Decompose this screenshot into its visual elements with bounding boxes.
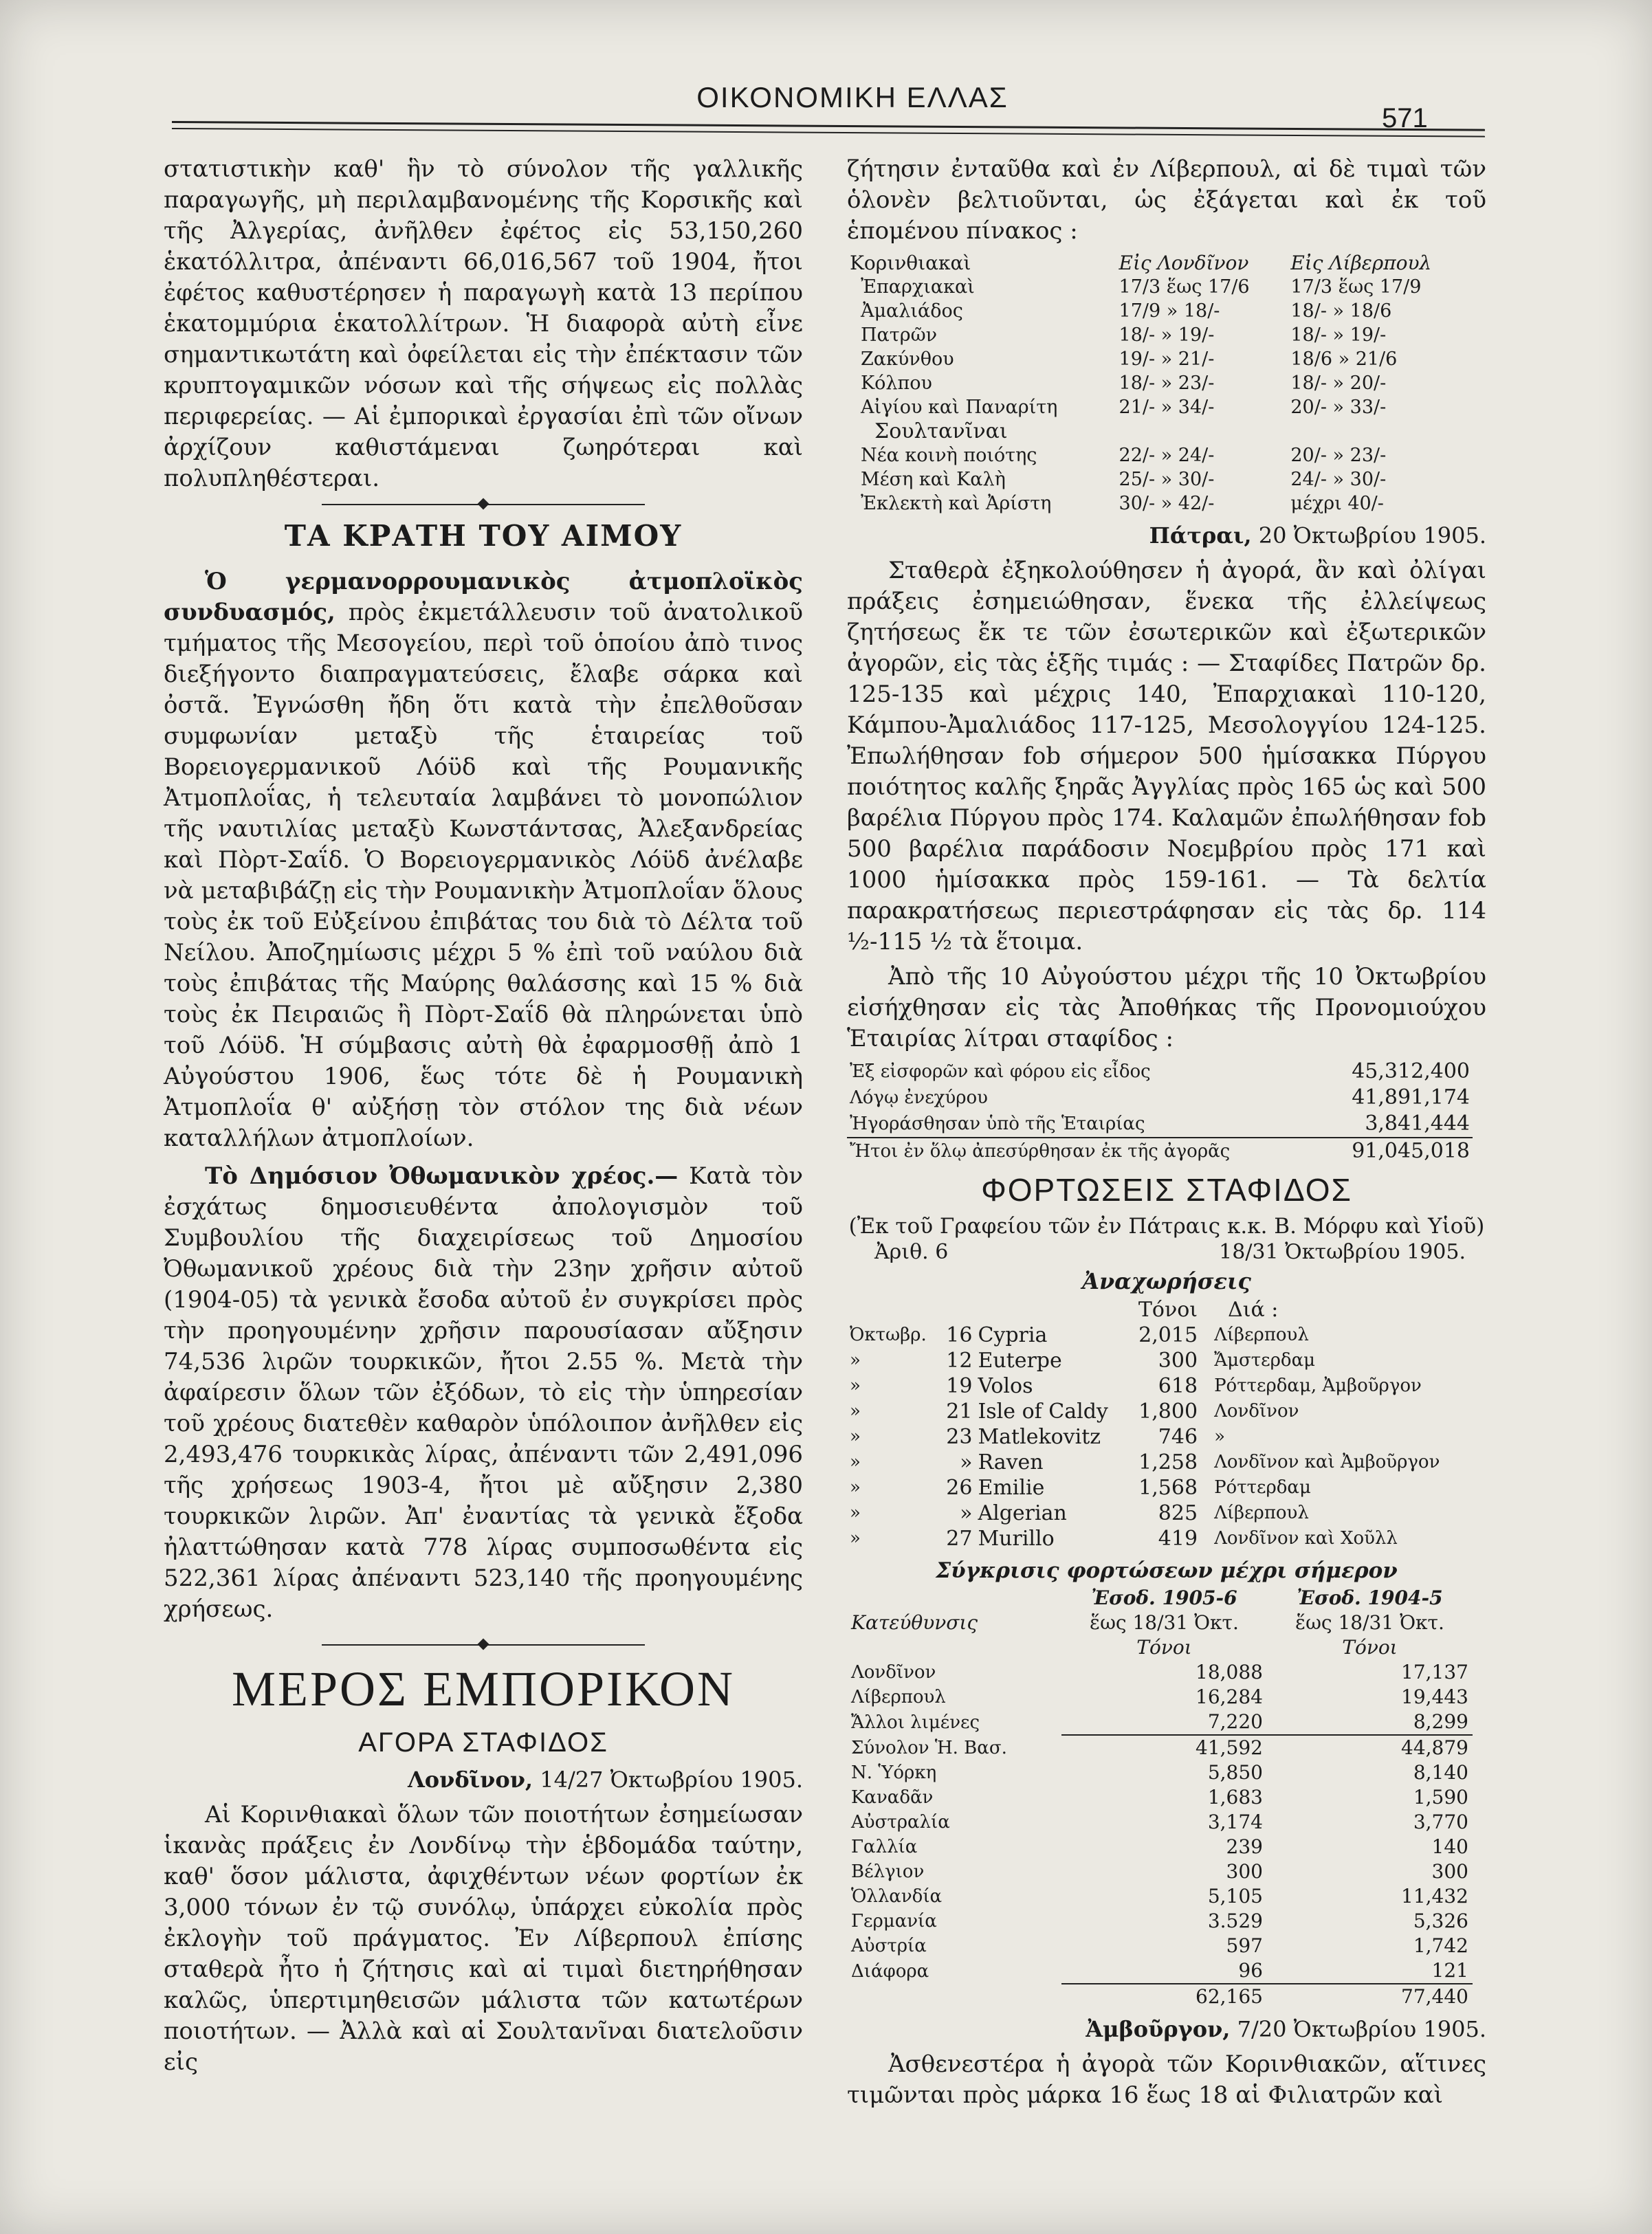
price-row <box>847 323 1473 347</box>
comparison-value-1904: 11,432 <box>1401 1885 1468 1907</box>
stock-row <box>847 1138 1473 1164</box>
departure-day: » <box>960 1450 973 1474</box>
comparison-label: Ὁλλανδία <box>851 1886 943 1907</box>
page-number: 571 <box>1382 103 1428 133</box>
comparison-row <box>847 1685 1473 1710</box>
stock-label: Ἤτοι ἐν ὅλῳ ἀπεσύρθησαν ἐκ τῆς ἀγορᾶς <box>847 1138 1321 1164</box>
comparison-value-1904: 19,443 <box>1401 1685 1468 1708</box>
ship-name: Raven <box>978 1450 1044 1474</box>
departure-row <box>847 1526 1473 1551</box>
departure-row <box>847 1424 1473 1450</box>
price-london: 18/- » 19/- <box>1119 324 1215 346</box>
price-row <box>847 347 1473 371</box>
price-row <box>847 275 1473 299</box>
departure-month: » <box>850 1375 861 1396</box>
ship-destination: » <box>1214 1426 1225 1447</box>
price-london: 21/- » 34/- <box>1119 397 1215 418</box>
price-label: Ἀμαλιάδος <box>861 300 963 322</box>
ship-tons: 1,568 <box>1138 1476 1198 1500</box>
price-london: 30/- » 42/- <box>1119 493 1215 514</box>
price-london: 25/- » 30/- <box>1119 469 1215 490</box>
price-london: 17/9 » 18/- <box>1119 300 1220 322</box>
price-liverpool: 18/- » 19/- <box>1290 324 1387 346</box>
comparison-row <box>847 1735 1473 1760</box>
departure-month: » <box>850 1503 861 1523</box>
price-liverpool: 20/- » 23/- <box>1290 445 1387 466</box>
departure-row <box>847 1450 1473 1475</box>
comparison-value-1905: 5,105 <box>1207 1885 1263 1907</box>
ship-name: Emilie <box>978 1476 1045 1500</box>
comparison-label: Λονδῖνον <box>851 1662 936 1683</box>
comparison-value-1904: 1,742 <box>1413 1934 1468 1957</box>
departure-month: Ὀκτωβρ. <box>850 1325 927 1345</box>
comparison-value-1905: 96 <box>1238 1959 1263 1982</box>
stock-label: Ἐξ εἰσφορῶν καὶ φόρου εἰς εἶδος <box>850 1061 1151 1082</box>
stock-value: 91,045,018 <box>1321 1138 1473 1164</box>
hamburg-dateline: Ἀμβοῦργον, 7/20 Ὀκτωβρίου 1905. <box>1086 2016 1486 2042</box>
price-liverpool: 24/- » 30/- <box>1290 469 1387 490</box>
comparison-value-1905: 41,592 <box>1061 1735 1267 1760</box>
comparison-value-1904: 121 <box>1431 1959 1468 1982</box>
ship-destination: Λονδῖνον <box>1214 1401 1299 1422</box>
section-title-balkans: ΤΑ ΚΡΑΤΗ ΤΟΥ ΑΙΜΟΥ <box>284 519 683 553</box>
comparison-label: Διάφορα <box>851 1960 929 1982</box>
departures-table <box>847 1297 1473 1551</box>
comparison-value-1904: 3,770 <box>1413 1811 1468 1833</box>
comparison-value-1905: 18,088 <box>1196 1661 1263 1683</box>
price-label: Νέα κοινὴ ποιότης <box>861 445 1037 466</box>
departure-row <box>847 1323 1473 1348</box>
price-label: Κόλπου <box>861 373 932 394</box>
comparison-label: Αὐστρία <box>851 1936 927 1956</box>
ship-name: Euterpe <box>978 1349 1062 1373</box>
comparison-label: Ν. Ὑόρκη <box>851 1762 937 1783</box>
stock-value: 41,891,174 <box>1352 1085 1470 1109</box>
ship-destination: Ρόττερδαμ, Ἀμβοῦργον <box>1214 1375 1422 1396</box>
comparison-value-1904: 44,879 <box>1267 1735 1473 1760</box>
ship-name: Isle of Caldy <box>978 1400 1108 1424</box>
departure-month: » <box>850 1528 861 1549</box>
price-row <box>847 395 1473 419</box>
ship-tons: 825 <box>1158 1501 1198 1525</box>
comparison-title: Σύγκρισις φορτώσεων μέχρι σήμερον <box>936 1558 1398 1583</box>
section-divider <box>164 494 803 515</box>
price-label: Πατρῶν <box>861 324 938 346</box>
ship-tons: 300 <box>1158 1349 1198 1373</box>
departure-day: 27 <box>946 1527 973 1551</box>
comparison-value-1904: 5,326 <box>1413 1910 1468 1932</box>
page-header-title: ΟΙΚΟΝΟΜΙΚΗ ΕΛΛΑΣ <box>696 81 1009 113</box>
price-row <box>847 299 1473 323</box>
patras-market-paragraph: Σταθερὰ ἐξηκολούθησεν ἡ ἀγορά, ἂν καὶ ὀλίγαι πράξεις ἐσημειώθησαν, ἕνεκα τῆς ἐλλείψεως ζητήσεως ἔκ τε τῶν ἐσωτερικῶν καὶ ἐξωτερικῶν ἀγορῶν, εἰς τὰς ἑξῆς τιμάς : — Σταφίδες Πατρῶν δρ. 125-135 καὶ μέχρις 140, Ἐπαρχιακαὶ 110-120, Κάμπου-Ἀμαλιάδος 117-125, Μεσολογγίου 124-125. Ἐπωλήθησαν fob σήμερον 500 ἡμίσακκα Πύργου ποιότητος καλῆς ξηρᾶς Ἀγγλίας πρὸς 165 ὡς καὶ 500 βαρέλια Πύργου πρὸς 174. Καλαμῶν ἐπωλήθησαν fob 500 βαρέλια παράδοσιν Νοεμβρίου πρὸς 171 καὶ 1000 ἡμίσακκα πρὸς 159-161. — Τὰ δελτία παρακρατήσεως περιεστράφησαν εἰς τὰς δρ. 114 ½-115 ½ τὰ ἕτοιμα. <box>847 557 1486 955</box>
left-column <box>164 154 803 2078</box>
departure-month: » <box>850 1426 861 1447</box>
comparison-row <box>847 1958 1473 1984</box>
ottoman-debt-text: Κατὰ τὸν ἐσχάτως δημοσιευθέντα ἀπολογισμὸν τοῦ Συμβουλίου τῆς διαχειρίσεως τοῦ Δημοσίου Ὀθωμανικοῦ χρέους διὰ τὴν 23ην χρῆσιν αὐτοῦ (1904-05) τὰ γενικὰ ἔσοδα αὐτοῦ ἐν συγκρίσει πρὸς τὴν προηγουμένην χρῆσιν παρουσίασαν αὔξησιν 74,536 λιρῶν τουρκικῶν, ἤτοι 2.55 %. Μετὰ τὴν ἀφαίρεσιν ὅλων τῶν ἐξόδων, τὸ εἰς τὴν ὑπηρεσίαν τοῦ χρέους διατεθὲν καθαρὸν ὑπόλοιπον ἀνῆλθεν εἰς 2,493,476 τουρκικὰς λίρας, ἀπέναντι τῶν 2,491,096 τῆς χρήσεως 1903-4, ἤτοι μὲ αὔξησιν 2,380 τουρκικῶν λιρῶν. Ἀπ' ἐναντίας τὰ γενικὰ ἔξοδα ἠλαττώθησαν κατὰ 778 λίρας συμποσωθέντα εἰς 522,361 λίρας ἀπέναντι 523,140 τῆς προηγουμένης χρήσεως. <box>164 1162 803 1623</box>
price-row <box>847 467 1473 491</box>
section-divider <box>164 1635 803 1655</box>
comparison-row <box>847 1660 1473 1685</box>
comparison-label: Αὐστραλία <box>851 1812 950 1833</box>
warehouse-intake-paragraph: Ἀπὸ τῆς 10 Αὐγούστου μέχρι τῆς 10 Ὀκτωβρίου εἰσήχθησαν εἰς τὰς Ἀποθήκας τῆς Προνομιούχου Ἑταιρίας λίτραι σταφίδος : <box>847 963 1486 1052</box>
price-label: Ἐπαρχιακαὶ <box>861 276 975 298</box>
comparison-value-1904: 17,137 <box>1401 1661 1468 1683</box>
ship-name: Cypria <box>978 1323 1048 1347</box>
comparison-value-1904: 8,299 <box>1413 1710 1468 1733</box>
stock-value: 3,841,444 <box>1365 1112 1470 1136</box>
ship-destination: Λονδῖνον καὶ Χοῦλλ <box>1214 1528 1398 1549</box>
ship-tons: 2,015 <box>1138 1323 1198 1347</box>
ship-destination: Λίβερπουλ <box>1214 1503 1309 1523</box>
departure-row <box>847 1373 1473 1399</box>
wine-production-paragraph: στατιστικὴν καθ' ἣν τὸ σύνολον τῆς γαλλικῆς παραγωγῆς, μὴ περιλαμβανομένης τῆς Κορσικῆς καὶ τῆς Ἀλγερίας, ἀνῆλθεν ἐφέτος εἰς 53,150,260 ἑκατόλλιτρα, ἀπέναντι 66,016,567 τοῦ 1904, ἤτοι ἐφέτος καθυστέρησεν ἡ παραγωγὴ κατὰ 13 περίπου ἑκατομμύρια ἑκατολλίτρων. Ἡ διαφορὰ αὐτὴ εἶνε σημαντικωτάτη καὶ ὀφείλεται εἰς τὴν ἐπέκτασιν τῶν κρυπτογαμικῶν νόσων καὶ τῆς σήψεως εἰς πολλὰς περιφερείας. — Αἱ ἐμπορικαὶ ἐργασίαι ἐπὶ τῶν οἴνων ἀρχίζουν καθιστάμεναι ζωηρότεραι καὶ πολυπληθέστεραι. <box>164 155 803 492</box>
comparison-value-1905: 1,683 <box>1207 1786 1263 1809</box>
price-liverpool: 18/6 » 21/6 <box>1290 349 1398 370</box>
ship-name: Murillo <box>978 1527 1055 1551</box>
shipping-combine-paragraph <box>164 566 803 1154</box>
london-market-paragraph: Αἱ Κορινθιακαὶ ὅλων τῶν ποιοτήτων ἐσημείωσαν ἱκανὰς πράξεις ἐν Λονδίνῳ τὴν ἑβδομάδα ταύτην, καθ' ὅσον μάλιστα, ἀφιχθέντων νέων φορτίων ἐκ 3,000 τόνων ἐν τῷ συνόλῳ, ὑπάρχει εὐκολία πρὸς ἐκλογὴν τοῦ πράγματος. Ἐν Λίβερπουλ ἐπίσης σταθερὰ ἦτο ἡ ζήτησις καὶ αἱ τιμαὶ διετηρήθησαν καλῶς, ὑπερτιμηθεισῶν μάλιστα τῶν κατωτέρων ποιοτήτων. — Ἀλλὰ καὶ αἱ Σουλτανῖναι διατελοῦσιν εἰς <box>164 1801 803 2076</box>
price-london: 18/- » 23/- <box>1119 373 1215 394</box>
departure-row <box>847 1475 1473 1501</box>
ship-name: Matlekovitz <box>978 1425 1101 1449</box>
comparison-row <box>847 1909 1473 1934</box>
part-title-commercial: ΜΕΡΟΣ ΕΜΠΟΡΙΚΟΝ <box>232 1661 735 1716</box>
comparison-label: Σύνολον Ἡ. Βασ. <box>851 1737 1007 1758</box>
departure-row <box>847 1399 1473 1424</box>
ship-tons: 746 <box>1158 1425 1198 1449</box>
price-label: Ζακύνθου <box>861 349 954 370</box>
ottoman-debt-lead: Τὸ Δημόσιον Ὀθωμανικὸν χρέος.— <box>205 1162 679 1190</box>
price-london: 19/- » 21/- <box>1119 349 1215 370</box>
ottoman-debt-paragraph <box>164 1161 803 1625</box>
departure-day: 12 <box>946 1349 973 1373</box>
departure-month: » <box>850 1350 861 1371</box>
ship-destination: Ρόττερδαμ <box>1214 1477 1311 1498</box>
comparison-value-1905: 7,220 <box>1207 1710 1263 1733</box>
comparison-header: Κατεύθυνσις Ἐσοδ. 1905-6 Ἐσοδ. 1904-5 <box>851 1586 1443 1634</box>
price-liverpool: 17/3 ἕως 17/9 <box>1290 276 1422 298</box>
comparison-row <box>847 1934 1473 1958</box>
stock-label: Ἠγοράσθησαν ὑπὸ τῆς Ἑταιρίας <box>850 1114 1145 1134</box>
comparison-row <box>847 1785 1473 1810</box>
departure-day: » <box>960 1501 973 1525</box>
price-liverpool: 18/- » 20/- <box>1290 373 1387 394</box>
price-table-subheading: Σουλτανῖναι <box>874 419 1008 443</box>
liverpool-demand-paragraph: ζήτησιν ἐνταῦθα καὶ ἐν Λίβερπουλ, αἱ δὲ τιμαὶ τῶν ὁλονὲν βελτιοῦνται, ὡς ἐξάγεται καὶ ἐκ τοῦ ἑπομένου πίνακος : <box>847 155 1486 245</box>
comparison-value-1904: 300 <box>1431 1860 1468 1883</box>
comparison-label: Λίβερπουλ <box>851 1687 946 1707</box>
departure-day: 21 <box>946 1400 973 1424</box>
departure-row <box>847 1348 1473 1373</box>
price-liverpool: μέχρι 40/- <box>1290 493 1384 514</box>
ship-destination: Λίβερπουλ <box>1214 1325 1309 1345</box>
comparison-label: Γερμανία <box>851 1911 937 1932</box>
price-row <box>847 443 1473 467</box>
ship-name: Algerian <box>978 1501 1067 1525</box>
stock-value: 45,312,400 <box>1352 1059 1470 1083</box>
shipments-title: ΦΟΡΤΩΣΕΙΣ ΣΤΑΦΙΔΟΣ <box>981 1172 1352 1208</box>
comparison-value-1904: 140 <box>1431 1835 1468 1858</box>
comparison-label: Βέλγιον <box>851 1861 925 1882</box>
comparison-value-1905: 3,174 <box>1207 1811 1263 1833</box>
comparison-row <box>847 1810 1473 1835</box>
price-label: Αἰγίου καὶ Παναρίτη <box>861 397 1058 418</box>
currant-price-table <box>847 251 1473 516</box>
departure-month: » <box>850 1477 861 1498</box>
comparison-label: Καναδᾶν <box>851 1787 934 1808</box>
comparison-value-1905: 597 <box>1226 1934 1263 1957</box>
ship-name: Volos <box>978 1374 1033 1398</box>
comparison-value-1905: 239 <box>1226 1835 1263 1858</box>
comparison-row <box>847 1710 1473 1735</box>
price-label: Μέση καὶ Καλὴ <box>861 469 1006 490</box>
ship-destination: Λονδῖνον καὶ Ἀμβοῦργον <box>1214 1452 1440 1472</box>
ship-tons: 1,800 <box>1138 1400 1198 1424</box>
departure-day: 23 <box>946 1425 973 1449</box>
hamburg-market-paragraph: Ἀσθενεστέρα ἡ ἀγορὰ τῶν Κορινθιακῶν, αἵτινες τιμῶνται πρὸς μάρκα 16 ἕως 18 αἱ Φιλιατρῶν καὶ <box>847 2050 1486 2109</box>
price-row <box>847 371 1473 395</box>
departure-day: 16 <box>946 1323 973 1347</box>
comparison-row <box>847 1835 1473 1859</box>
comparison-total-row: 62,165 77,440 <box>847 1984 1473 2009</box>
stock-row <box>847 1059 1473 1085</box>
ship-tons: 1,258 <box>1138 1450 1198 1474</box>
shipping-combine-text: πρὸς ἐκμετάλλευσιν τοῦ ἀνατολικοῦ τμήματος τῆς Μεσογείου, περὶ τοῦ ὁποίου ἀπὸ τινος διεξήγοντο διαπραγματεύσεις, ἔλαβε σάρκα καὶ ὀστᾶ. Ἐγνώσθη ἤδη ὅτι κατὰ τὴν ἐπελθοῦσαν συμφωνίαν μεταξὺ τῆς ἑταιρείας τοῦ Βορειογερμανικοῦ Λόϋδ καὶ τῆς Ρουμανικῆς Ἀτμοπλοΐας, ἡ τελευταία λαμβάνει τὸ μονοπώλιον τῆς ναυτιλίας μεταξὺ Κωνστάντσας, Ἀλεξανδρείας καὶ Πὸρτ-Σαΐδ. Ὁ Βορειογερμανικὸς Λόϋδ ἀνέλαβε νὰ μεταβιβάζῃ εἰς τὴν Ρουμανικὴν Ἀτμοπλοΐαν ὅλους τοὺς ἐκ τοῦ Εὐξείνου ἐπιβάτας του διὰ τὸ Δέλτα τοῦ Νείλου. Ἀποζημίωσις μέχρι 5 % ἐπὶ τοῦ ναύλου διὰ τοὺς ἐπιβάτας τῆς Μαύρης θαλάσσης καὶ 15 % διὰ τοὺς ἐκ Πειραιῶς ἢ Πὸρτ-Σαΐδ θὰ πληρώνεται ὑπὸ τοῦ Λόϋδ. Ἡ σύμβασις αὐτὴ θὰ ἐφαρμοσθῇ ἀπὸ 1 Αὐγούστου 1906, ἕως τότε δὲ ἡ Ρουμανικὴ Ἀτμοπλοΐα θ' αὐξήσῃ τὸν στόλον της διὰ νέων καταλλήλων ἀτμοπλοίων. <box>164 599 803 1152</box>
comparison-value-1905: 3.529 <box>1207 1910 1263 1932</box>
shipments-meta: Ἀριθ. 6 18/31 Ὀκτωβρίου 1905. <box>874 1240 1466 1264</box>
price-liverpool: 20/- » 33/- <box>1290 397 1387 418</box>
comparison-value-1905: 5,850 <box>1207 1761 1263 1784</box>
departure-row <box>847 1501 1473 1526</box>
london-dateline: Λονδῖνον, 14/27 Ὀκτωβρίου 1905. <box>407 1767 803 1793</box>
comparison-value-1905: 16,284 <box>1196 1685 1263 1708</box>
comparison-row <box>847 1760 1473 1785</box>
price-liverpool: 18/- » 18/6 <box>1290 300 1392 322</box>
departure-month: » <box>850 1401 861 1422</box>
comparison-row <box>847 1859 1473 1884</box>
price-london: 17/3 ἕως 17/6 <box>1119 276 1250 298</box>
stock-row <box>847 1085 1473 1111</box>
patras-dateline: Πάτραι, 20 Ὀκτωβρίου 1905. <box>1149 522 1486 549</box>
stock-label: Λόγῳ ἐνεχύρου <box>850 1087 988 1108</box>
departures-title: Ἀναχωρήσεις <box>1082 1268 1251 1294</box>
shipping-combine-lead: Ὁ γερμανορρουμανικὸς ἀτμοπλοϊκὸς συνδυασμός, <box>164 568 803 626</box>
ship-tons: 618 <box>1158 1374 1198 1398</box>
departure-month: » <box>850 1452 861 1472</box>
price-table-header: Κορινθιακαὶ Εἰς Λονδῖνον Εἰς Λίβερπουλ <box>850 252 1432 274</box>
departure-day: 26 <box>946 1476 973 1500</box>
price-london: 22/- » 24/- <box>1119 445 1215 466</box>
right-column <box>847 154 1486 2111</box>
comparison-value-1904: 8,140 <box>1413 1761 1468 1784</box>
comparison-value-1904: 1,590 <box>1413 1786 1468 1809</box>
stock-row <box>847 1111 1473 1138</box>
comparison-value-1905: 300 <box>1226 1860 1263 1883</box>
warehouse-stock-table <box>847 1059 1473 1164</box>
departure-day: 19 <box>946 1374 973 1398</box>
shipment-comparison-table: Κατεύθυνσις Ἐσοδ. 1905-6 Ἐσοδ. 1904-5 ἕως 18/31 Ὀκτ. ἕως 18/31 Ὀκτ. Τόνοι Τόνοι Λονδῖνον 18,088 17,137 Λίβερπουλ 16,284 19,443 Ἄλλοι λιμένες 7,220 8,299 Σύνολον Ἡ. Βασ. 41,592 44,879 Ν. Ὑόρκη 5,850 8,140 Καναδᾶν 1,683 1,590 Αὐστραλία 3,174 3,770 Γαλλία 239 140 Βέλγιον 300 300 Ὁλλανδία 5,105 11,432 Γερμανία 3.529 5,326 Αὐστρία 597 1,742 Διάφορα 96 121 62,165 77,440 <box>847 1586 1473 2009</box>
departures-header: Τόνοι Διά : <box>1138 1298 1279 1322</box>
price-row <box>847 491 1473 516</box>
comparison-label: Ἄλλοι λιμένες <box>851 1712 980 1733</box>
comparison-row <box>847 1884 1473 1909</box>
market-title-currants: ΑΓΟΡΑ ΣΤΑΦΙΔΟΣ <box>358 1727 608 1758</box>
price-label: Ἐκλεκτὴ καὶ Ἀρίστη <box>861 493 1052 514</box>
ship-tons: 419 <box>1158 1527 1198 1551</box>
ship-destination: Ἄμστερδαμ <box>1214 1350 1316 1371</box>
comparison-label: Γαλλία <box>851 1837 918 1857</box>
shipments-source: (Ἐκ τοῦ Γραφείου τῶν ἐν Πάτραις κ.κ. Β. Μόρφυ καὶ Υἱοῦ) <box>848 1214 1485 1239</box>
